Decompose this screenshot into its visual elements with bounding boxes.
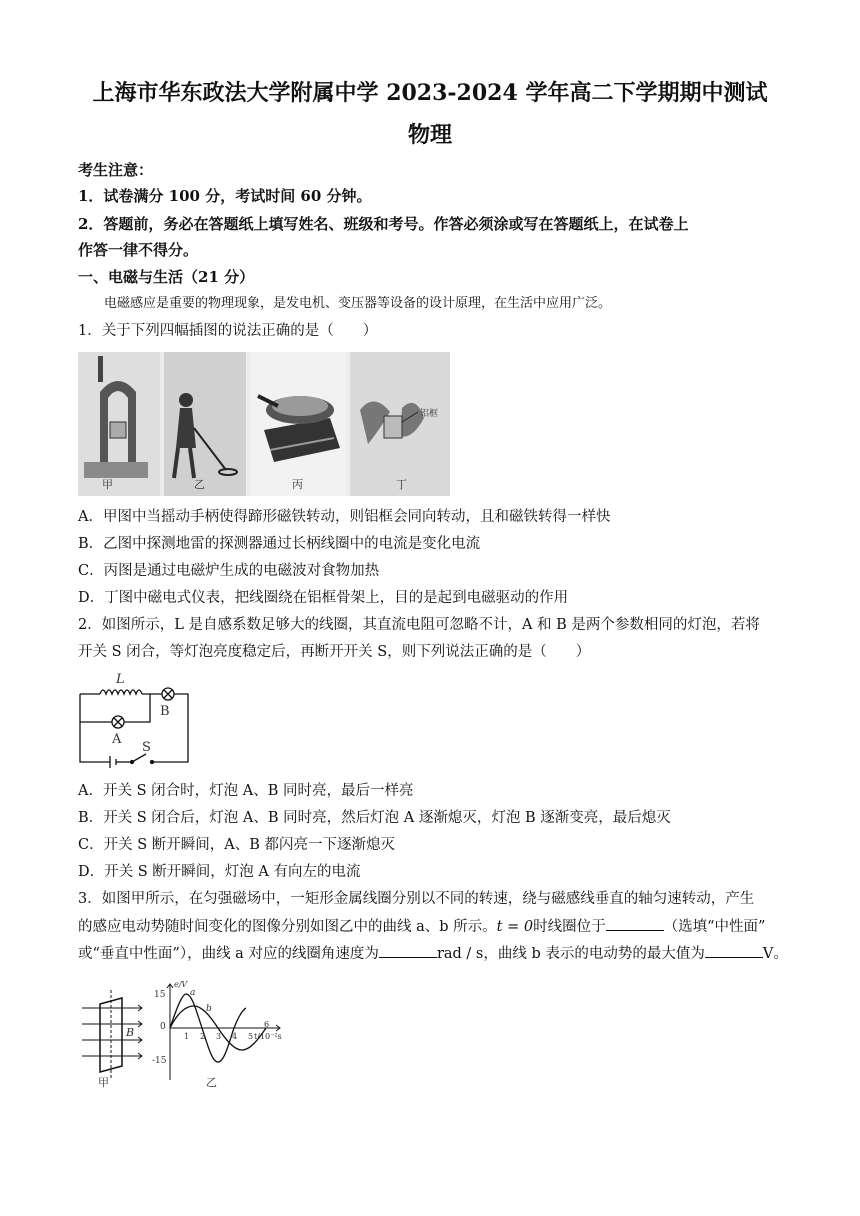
curve-label-a: a: [190, 988, 196, 998]
q1-figure-panel: [78, 352, 450, 496]
figure-bing: [250, 352, 346, 496]
notice-item-1: 1．试卷满分 100 分，考试时间 60 分钟。: [78, 187, 372, 205]
q1-option-b: B．乙图中探测地雷的探测器通过长柄线圈中的电流是变化电流: [78, 536, 481, 552]
notice-item-2b: 作答一律不得分。: [78, 241, 199, 259]
q1-option-c: C．丙图是通过电磁炉生成的电磁波对食物加热: [78, 563, 380, 579]
q2-option-c: C．开关 S 断开瞬间，A、B 都闪亮一下逐渐熄灭: [78, 837, 395, 853]
notice-item-2a: 2．答题前，务必在答题纸上填写姓名、班级和考号。作答必须涂或写在答题纸上，在试卷上: [78, 215, 689, 233]
q2-option-a: A．开关 S 闭合时，灯泡 A、B 同时亮，最后一样亮: [78, 783, 414, 799]
figure-label-yi: 乙: [194, 478, 205, 491]
exam-title: 上海市华东政法大学附属中学 2023-2024 学年高二下学期期中测试: [92, 80, 768, 106]
q3-line1: 3．如图甲所示，在匀强磁场中，一矩形金属线圈分别以不同的转速，绕与磁感线垂直的轴匀速转动，产生: [78, 891, 755, 907]
q3-figure-jia: [78, 984, 150, 1090]
graph-axis-t: t/10⁻²s: [254, 1032, 282, 1041]
section-heading: 一、电磁与生活（21 分）: [78, 268, 255, 286]
q3-figure-yi: [152, 980, 292, 1090]
q3-figure-label-yi: 乙: [206, 1076, 217, 1089]
figure-ding: [350, 352, 450, 496]
circuit-wires: [78, 672, 194, 768]
q3-blank-3[interactable]: [705, 943, 763, 958]
q1-stem: 1．关于下列四幅插图的说法正确的是（ ）: [78, 323, 378, 339]
q3-line3-text-b: rad / s，曲线 b 表示的电动势的最大值为: [436, 946, 705, 962]
graph-axis-e: e/V: [174, 980, 188, 989]
q3-t0: t = 0: [496, 919, 534, 935]
q2-stem-line1: 2．如图所示，L 是自感系数足够大的线圈，其直流电阻可忽略不计，A 和 B 是两个参数相同的灯泡，若将: [78, 617, 760, 633]
tick-6: 6: [264, 1020, 270, 1029]
figure-label-bing: 丙: [292, 478, 303, 491]
exam-subject: 物理: [407, 122, 452, 148]
figure-yi: [164, 352, 246, 496]
q2-circuit-diagram: [78, 672, 194, 768]
figure-jia: [78, 352, 160, 496]
tick-4: 4: [232, 1032, 238, 1041]
section-intro: 电磁感应是重要的物理现象，是发电机、变压器等设备的设计原理，在生活中应用广泛。: [104, 296, 612, 311]
coil-field-drawing: [78, 984, 150, 1090]
q2-option-d: D．开关 S 断开瞬间，灯泡 A 有向左的电流: [78, 864, 361, 880]
q3-blank-2[interactable]: [379, 943, 437, 958]
circuit-label-l: L: [116, 672, 125, 687]
tick-3: 3: [216, 1032, 222, 1041]
q3-line3: [78, 943, 788, 964]
q3-line2-text-c: （选填“中性面”: [663, 919, 766, 935]
circuit-label-s: S: [142, 740, 151, 755]
q1-figure-images: [78, 352, 450, 496]
q1-option-a: A．甲图中当摇动手柄使得蹄形磁铁转动，则铝框会同向转动，且和磁铁转得一样快: [78, 509, 611, 525]
figure-label-jia: 甲: [102, 478, 113, 491]
curve-label-b: b: [206, 1004, 212, 1014]
q3-blank-1[interactable]: [606, 916, 664, 931]
q3-line2: [78, 916, 788, 937]
q3-line2-text-b: 时线圈位于: [533, 919, 606, 935]
q3-figure-label-jia: 甲: [98, 1076, 109, 1089]
circuit-label-a: A: [112, 732, 122, 747]
tick-1: 1: [184, 1032, 190, 1041]
tick-5: 5: [248, 1032, 254, 1041]
q1-option-d: D．丁图中磁电式仪表，把线圈绕在铝框骨架上，目的是起到电磁驱动的作用: [78, 590, 569, 606]
graph-label-zero: 0: [160, 1022, 166, 1032]
tick-2: 2: [200, 1032, 206, 1041]
figure-label-ding: 丁: [396, 478, 407, 491]
figure-tag-aluminum-frame: 铝框: [420, 409, 439, 419]
q3-line3-text-c: V。: [762, 946, 788, 962]
graph-label-top: 15: [154, 990, 166, 1000]
q2-option-b: B．开关 S 闭合后，灯泡 A、B 同时亮，然后灯泡 A 逐渐熄灭，灯泡 B 逐渐变亮，最后熄灭: [78, 810, 671, 826]
q3-line2-text: 的感应电动势随时间变化的图像分别如图乙中的曲线 a、b 所示。: [78, 919, 497, 935]
circuit-label-b: B: [160, 704, 170, 719]
graph-label-bottom: -15: [152, 1056, 167, 1066]
field-label-b: B: [126, 1026, 135, 1039]
notice-heading: 考生注意：: [78, 161, 154, 179]
q2-stem-line2: 开关 S 闭合，等灯泡亮度稳定后，再断开开关 S，则下列说法正确的是（ ）: [78, 644, 591, 660]
q3-line3-text: 或“垂直中性面”），曲线 a 对应的线圈角速度为: [78, 946, 379, 962]
